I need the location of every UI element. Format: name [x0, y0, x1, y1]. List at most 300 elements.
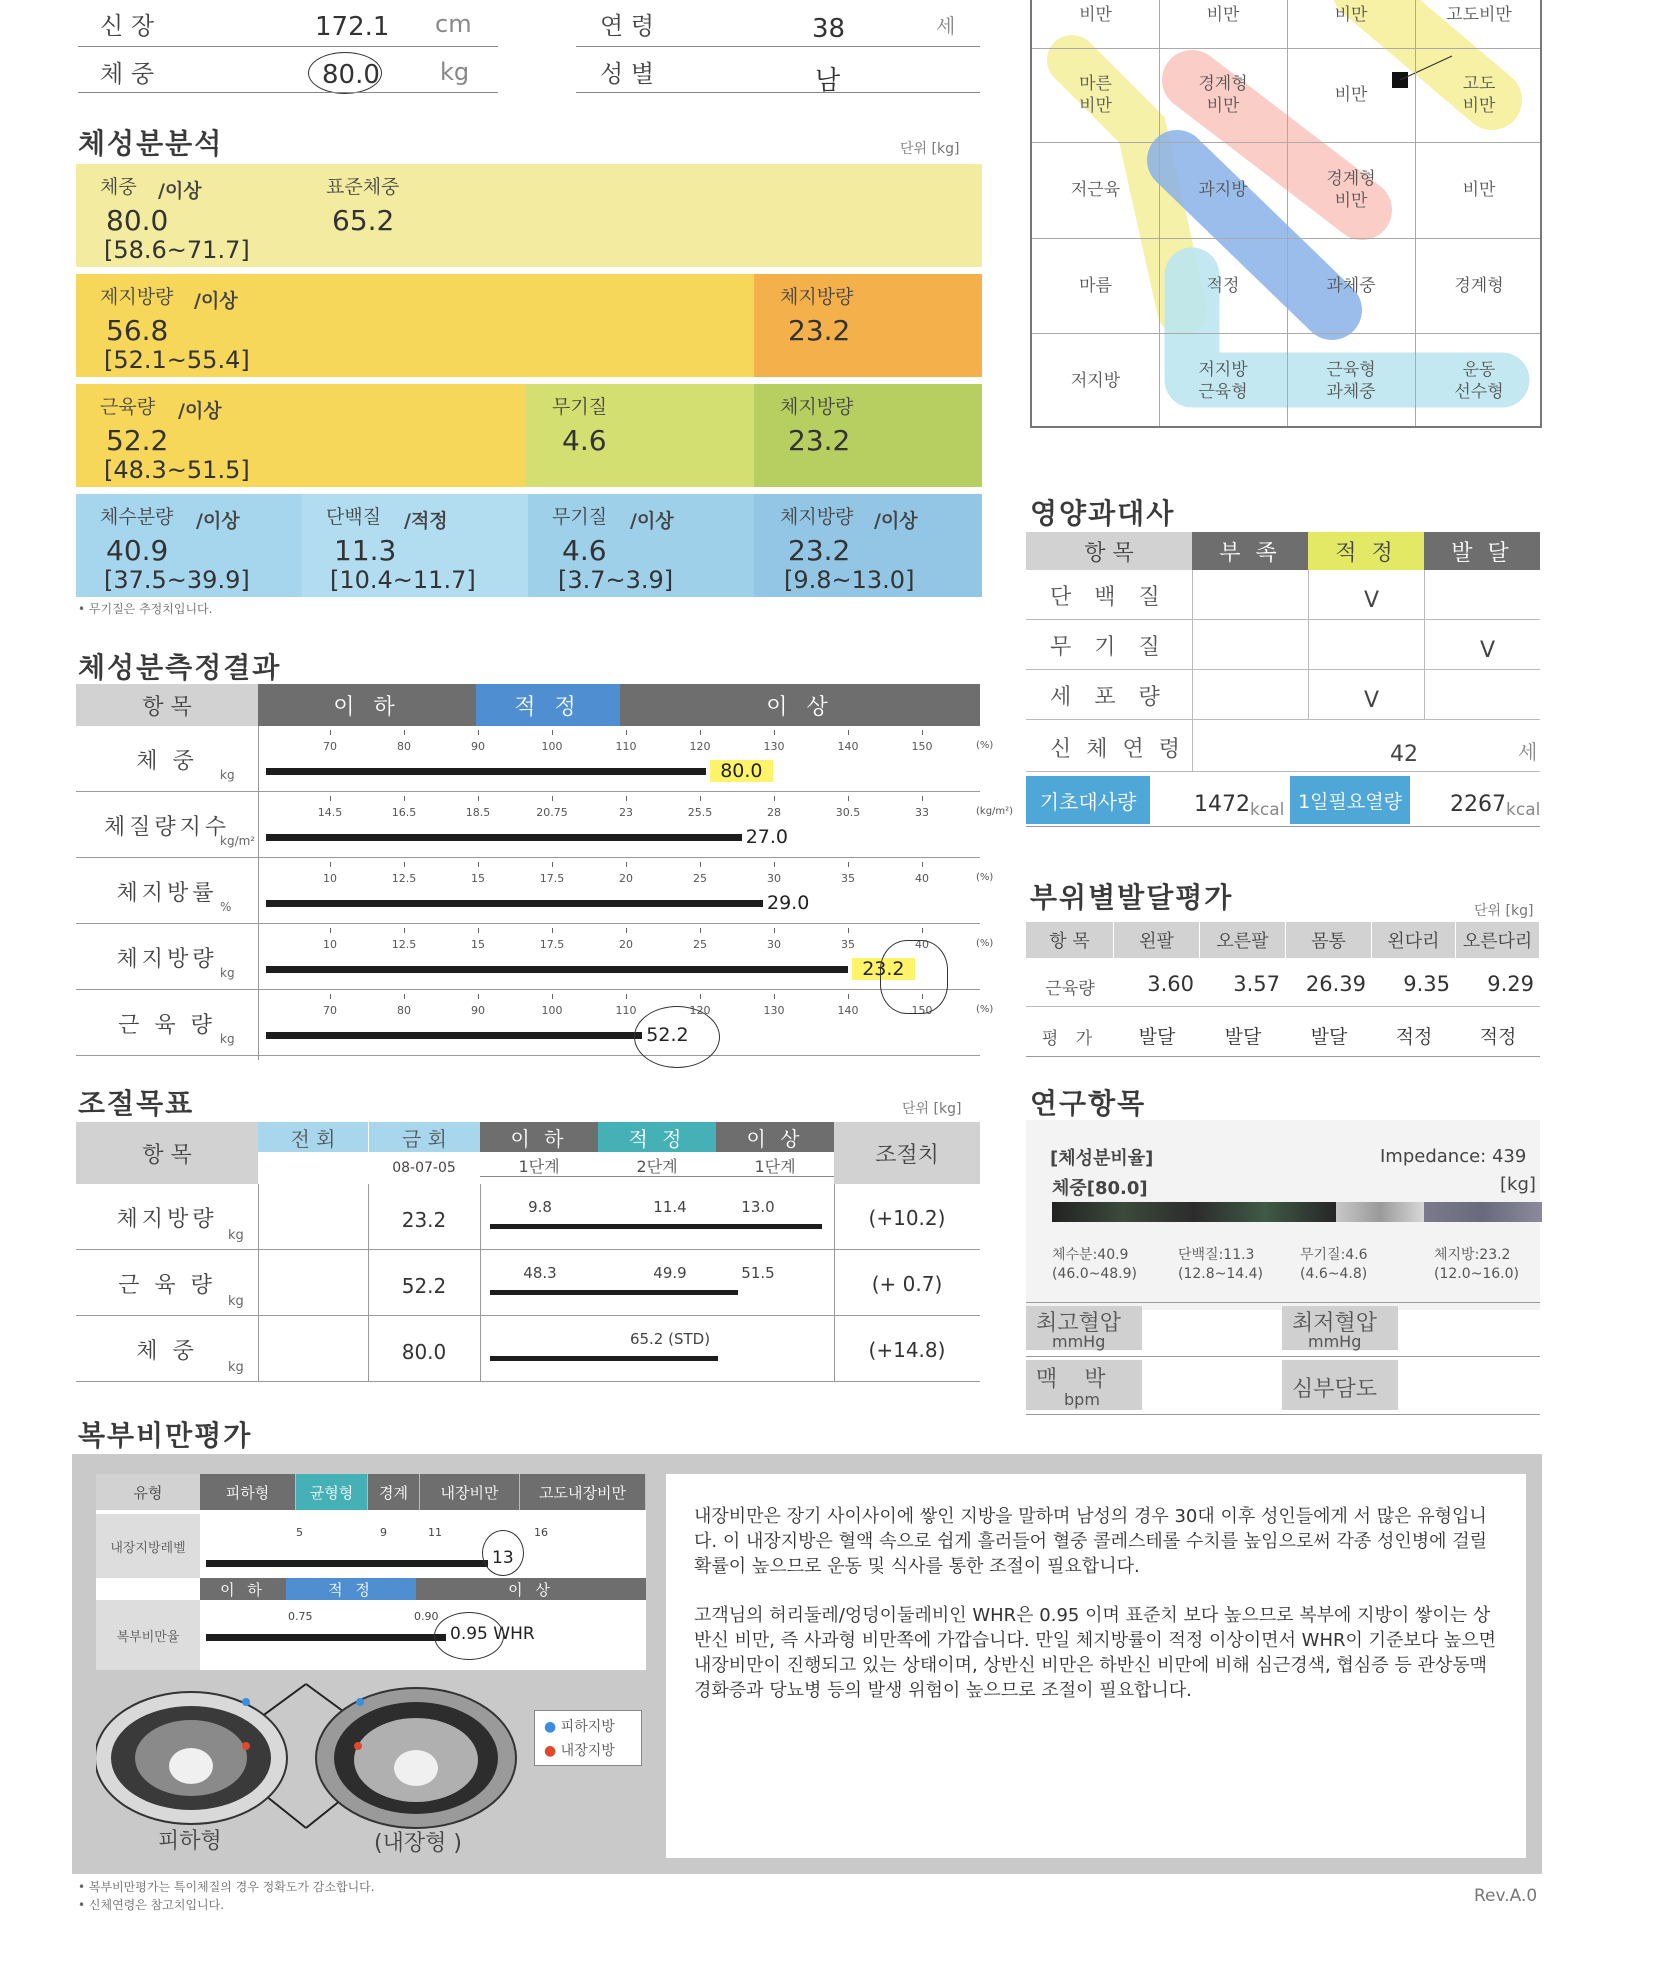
control-stage-3: 1단계	[754, 1157, 796, 1176]
abdomen-low: 이 하	[200, 1578, 286, 1600]
tick-label: 23	[619, 806, 633, 819]
measure-row-unit: kg/m²	[220, 834, 256, 848]
tick-label: 110	[615, 740, 637, 753]
control-adjust-value: (+14.8)	[868, 1338, 946, 1362]
segment-title: 부위별발달평가	[1030, 881, 1234, 914]
control-stage-1: 1단계	[518, 1157, 560, 1176]
tick-mark	[404, 796, 405, 801]
dbp-unit: mmHg	[1308, 1332, 1362, 1351]
control-row-label: 근 육 량	[118, 1273, 216, 1298]
measure-title: 체성분측정결과	[78, 651, 282, 684]
control-row-value: 23.2	[401, 1208, 447, 1232]
tick-label: 90	[471, 1004, 485, 1017]
measure-header-high: 이 상	[620, 684, 980, 726]
control-header-adjust: 조절치	[834, 1122, 980, 1184]
water-label: 체수분량	[100, 506, 174, 528]
mineral2-status: /이상	[630, 510, 674, 532]
control-target-2: 11.4	[653, 1198, 687, 1216]
divider	[1026, 1056, 1540, 1057]
segment-muscle-value: 3.60	[1147, 972, 1194, 996]
matrix-cell: 저지방 근육형	[1198, 359, 1248, 402]
measure-row-label: 근 육 량	[118, 1013, 216, 1038]
divider	[78, 46, 498, 47]
footer-note-1: • 복부비만평가는 특이체질의 경우 정확도가 감소합니다.	[78, 1880, 375, 1894]
tick-mark	[552, 730, 553, 735]
control-target-2: 49.9	[653, 1264, 687, 1282]
water-value: 40.9	[106, 534, 169, 567]
matrix-cell: 과지방	[1198, 180, 1248, 200]
research-item-range: (12.8~14.4)	[1178, 1266, 1263, 1282]
legend-subcutaneous-label: 피하지방	[560, 1719, 615, 1735]
measure-bar-value: 27.0	[745, 826, 788, 848]
abdomen-title: 복부비만평가	[78, 1419, 253, 1452]
lean-status: /이상	[194, 290, 238, 312]
nutrition-header-low: 부 족	[1192, 532, 1308, 570]
tick-mark	[330, 796, 331, 801]
abdomen-type: 경계	[368, 1474, 420, 1510]
legend-subcutaneous	[544, 1716, 615, 1736]
abdomen-high: 이 상	[416, 1578, 646, 1600]
muscle-status: /이상	[178, 400, 222, 422]
control-row-label: 체지방량	[116, 1207, 218, 1232]
tick-label: 25	[693, 938, 707, 951]
abdomen-normal: 적 정	[286, 1578, 416, 1600]
tick-mark	[552, 862, 553, 867]
segment-eval-label: 평 가	[1041, 1029, 1099, 1049]
matrix-cell: 운동 선수형	[1454, 359, 1504, 402]
matrix-cell: 마름	[1079, 275, 1112, 296]
control-unit: 단위 [kg]	[902, 1101, 962, 1117]
tick-mark	[404, 994, 405, 999]
tick-mark	[626, 994, 627, 999]
measure-row-unit: kg	[220, 966, 235, 980]
measure-bar	[266, 966, 848, 973]
visceral-tick: 5	[296, 1526, 303, 1539]
protein-value: 11.3	[334, 534, 397, 567]
measure-row-label: 체질량지수	[103, 815, 231, 840]
std-weight-label: 표준체중	[326, 176, 400, 198]
measure-bar-value: 23.2	[852, 958, 914, 980]
tick-label: 110	[615, 1004, 637, 1017]
handwritten-circle	[434, 1612, 504, 1660]
handwritten-circle	[482, 1530, 524, 1576]
segment-header: 왼팔	[1114, 922, 1200, 958]
revision-label: Rev.A.0	[1474, 1886, 1538, 1906]
control-row-value: 80.0	[401, 1340, 447, 1364]
control-header-low: 이 하	[480, 1122, 598, 1152]
measure-bar-value: 52.2	[646, 1024, 689, 1046]
segment-muscle-value: 9.29	[1487, 972, 1534, 996]
measure-header-low: 이 하	[258, 684, 476, 726]
nutrition-cell-label: 세 포 량	[1050, 685, 1168, 710]
abdomen-text-box	[666, 1474, 1526, 1858]
measure-row-unit: kg	[220, 1032, 235, 1046]
tick-label: 33	[915, 806, 929, 819]
heart-load-label: 심부담도	[1292, 1377, 1378, 1402]
tick-label: 120	[689, 740, 711, 753]
muscle-label: 근육량	[100, 396, 156, 418]
tick-mark	[774, 928, 775, 933]
ratio-bar	[1052, 1202, 1542, 1222]
tick-label: 80	[397, 740, 411, 753]
nutrition-age-value: 42	[1390, 742, 1418, 767]
whr-tick: 0.75	[288, 1610, 313, 1623]
tick-mark	[404, 928, 405, 933]
tick-label: 130	[763, 740, 785, 753]
divider	[76, 1381, 980, 1382]
fat3-value: 23.2	[788, 534, 851, 567]
sbp-unit: mmHg	[1052, 1332, 1106, 1351]
matrix-cell: 비만	[1462, 180, 1496, 200]
tick-mark	[404, 730, 405, 735]
control-header-item: 항 목	[76, 1122, 258, 1184]
weight-status: /이상	[158, 180, 202, 202]
legend-visceral	[544, 1740, 615, 1760]
tick-mark	[848, 796, 849, 801]
research-title: 연구항목	[1030, 1087, 1147, 1120]
control-bar	[490, 1290, 738, 1295]
subcutaneous-type-caption: 피하형	[158, 1829, 222, 1854]
measure-bar	[266, 900, 763, 907]
segment-muscle-value: 26.39	[1305, 972, 1366, 996]
tick-label: 17.5	[539, 872, 565, 885]
whr-tick: 0.90	[414, 1610, 439, 1623]
weight-range: [58.6~71.7]	[104, 236, 250, 264]
tick-mark	[774, 796, 775, 801]
nutrition-age-unit: 세	[1518, 740, 1538, 764]
muscle-range: [48.3~51.5]	[104, 456, 250, 484]
lean-range: [52.1~55.4]	[104, 346, 250, 374]
bmr-label: 기초대사량	[1026, 776, 1150, 824]
matrix-cell: 경계형 비만	[1198, 74, 1248, 116]
tick-mark	[922, 862, 923, 867]
segment-header: 오른다리	[1456, 922, 1540, 958]
tick-unit: (%)	[976, 872, 994, 883]
matrix-cell: 경계형	[1454, 275, 1504, 296]
tick-label: 12.5	[391, 872, 417, 885]
legend-visceral-label: 내장지방	[560, 1743, 615, 1759]
ratio-kg-label: [kg]	[1500, 1174, 1536, 1195]
nutrition-age-label: 신 체 연 령	[1050, 737, 1184, 762]
tick-mark	[478, 928, 479, 933]
composition-note: • 무기질은 추정치입니다.	[78, 602, 213, 616]
control-target-1: 48.3	[523, 1264, 557, 1282]
control-bar	[490, 1224, 822, 1229]
research-item-range: (4.6~4.8)	[1300, 1266, 1368, 1282]
tick-mark	[848, 862, 849, 867]
tick-label: 25	[693, 872, 707, 885]
composition-unit: 단위 [kg]	[900, 141, 960, 157]
lean-value: 56.8	[106, 314, 169, 347]
matrix-cell: 적정	[1206, 275, 1240, 296]
age-unit: 세	[936, 14, 956, 38]
measure-bar	[266, 1032, 642, 1039]
matrix-cell: 경계형 비만	[1326, 169, 1376, 211]
abdomen-type: 내장비만	[420, 1474, 520, 1510]
tick-label: 20	[619, 872, 633, 885]
blue-dot-icon: ●	[544, 1719, 557, 1735]
control-title: 조절목표	[78, 1087, 195, 1120]
protein-label: 단백질	[326, 506, 382, 528]
tick-mark	[922, 928, 923, 933]
impedance-value: Impedance: 439	[1380, 1146, 1527, 1167]
tick-mark	[700, 730, 701, 735]
tick-mark	[478, 994, 479, 999]
tick-label: 30	[767, 872, 781, 885]
divider	[76, 791, 980, 792]
tick-label: 120	[689, 1004, 711, 1017]
control-target-3: 13.0	[741, 1198, 775, 1216]
nutrition-protein-label: 단 백 질	[1050, 585, 1168, 610]
measure-header-item: 항 목	[76, 684, 258, 726]
handwritten-circle	[880, 940, 948, 1014]
divider	[76, 1249, 980, 1250]
tick-mark	[478, 862, 479, 867]
mineral2-range: [3.7~3.9]	[558, 566, 674, 594]
segment-muscle-value: 9.35	[1403, 972, 1450, 996]
measure-header-normal: 적 정	[476, 684, 620, 726]
tick-mark	[626, 730, 627, 735]
tick-label: 140	[837, 740, 859, 753]
tick-label: 25.5	[687, 806, 713, 819]
weight-value: 80.0	[106, 204, 169, 237]
divider	[76, 989, 980, 990]
control-adjust-value: (+ 0.7)	[871, 1272, 943, 1296]
nutrition-protein-check: V	[1364, 588, 1380, 613]
matrix-cell: 과체중	[1326, 275, 1376, 296]
measure-row-label: 체지방량	[116, 947, 218, 972]
research-item-range: (12.0~16.0)	[1434, 1266, 1519, 1282]
matrix-cell: 비만	[1334, 85, 1368, 105]
fat3-status: /이상	[874, 510, 918, 532]
tick-mark	[700, 928, 701, 933]
fat2-label: 체지방량	[780, 396, 854, 418]
segment-muscle-label: 근육량	[1045, 979, 1095, 999]
tick-unit: (kg/m²)	[976, 806, 1014, 817]
bmr-value: 1472	[1194, 792, 1250, 817]
visceral-tick: 9	[380, 1526, 387, 1539]
composition-title: 체성분분석	[78, 127, 224, 160]
tick-label: 70	[323, 1004, 337, 1017]
segment-header: 오른팔	[1200, 922, 1286, 958]
tick-label: 100	[541, 1004, 563, 1017]
tick-mark	[330, 928, 331, 933]
segment-eval-value: 적정	[1395, 1026, 1433, 1048]
age-value: 38	[812, 14, 846, 44]
research-item-value: 체지방:23.2	[1434, 1247, 1511, 1263]
control-header-prev: 전 회	[258, 1122, 368, 1152]
visceral-type-caption: (내장형 )	[374, 1831, 462, 1856]
tick-mark	[700, 994, 701, 999]
visceral-value: 13	[492, 1548, 514, 1568]
tick-mark	[478, 796, 479, 801]
sex-value: 남	[815, 66, 841, 96]
daily-energy-value: 2267	[1450, 792, 1506, 817]
tick-mark	[330, 730, 331, 735]
lean-label: 제지방량	[100, 286, 174, 308]
tick-label: 130	[763, 1004, 785, 1017]
tick-mark	[700, 796, 701, 801]
muscle-value: 52.2	[106, 424, 169, 457]
abdomen-type-label: 유형	[96, 1474, 200, 1510]
research-item-value: 체수분:40.9	[1052, 1247, 1129, 1263]
fat1-label: 체지방량	[780, 286, 854, 308]
tick-label: 100	[541, 740, 563, 753]
measure-row-unit: kg	[220, 768, 235, 782]
tick-mark	[774, 730, 775, 735]
age-label: 연 령	[600, 12, 654, 40]
tick-mark	[404, 862, 405, 867]
abdomen-paragraph-1: 내장비만은 장기 사이사이에 쌓인 지방을 말하며 남성의 경우 30대 이후 성인들에게 서 많은 유형입니다. 이 내장지방은 혈액 속으로 쉽게 흘러들어 혈중 콜레스테롤 수치를 높임으로써 각종 성인병에 걸릴 확률이 높으므로 운동 및 식사를 통한 조절이 필요합니다.	[694, 1506, 1488, 1577]
tick-mark	[478, 730, 479, 735]
matrix-cell: 비만	[1334, 5, 1368, 25]
pulse-label: 맥 박	[1036, 1367, 1116, 1392]
tick-mark	[848, 730, 849, 735]
segment-eval-value: 발달	[1138, 1026, 1176, 1048]
segment-eval-value: 발달	[1310, 1026, 1348, 1048]
divider	[1026, 1006, 1540, 1007]
control-target-3: 51.5	[741, 1264, 775, 1282]
matrix-cell: 저근육	[1070, 180, 1121, 200]
tick-mark	[700, 862, 701, 867]
tick-unit: (%)	[976, 1004, 994, 1015]
measure-bar	[266, 768, 706, 775]
abdomen-paragraph-2: 고객님의 허리둘레/엉덩이둘레비인 WHR은 0.95 이며 표준치 보다 높으므로 복부에 지방이 쌓이는 상반신 비만, 즉 사과형 비만쪽에 가깝습니다. 만일 체지방률이 적정 이상이면서 WHR이 기준보다 높으면 내장비만이 진행되고 있는 상태이며, 상반신 비만은 하반신 비만에 비해 심근경색, 협심증 등 관상동맥 경화증과 당뇨병 등의 발생 위험이 높으므로 조절이 필요합니다.	[694, 1605, 1497, 1701]
nutrition-header-high: 발 달	[1424, 532, 1540, 570]
tick-mark	[922, 730, 923, 735]
tick-mark	[774, 994, 775, 999]
tick-mark	[922, 796, 923, 801]
weight-label: 체 중	[100, 60, 154, 88]
tick-label: 40	[915, 938, 929, 951]
fat3-range: [9.8~13.0]	[784, 566, 915, 594]
tick-label: 80	[397, 1004, 411, 1017]
whr-value: 0.95 WHR	[450, 1624, 535, 1644]
tick-label: 10	[323, 938, 337, 951]
water-status: /이상	[196, 510, 240, 532]
tick-label: 90	[471, 740, 485, 753]
matrix-cell: 저지방	[1070, 370, 1121, 391]
tick-label: 140	[837, 1004, 859, 1017]
divider	[76, 1055, 980, 1056]
measure-row-label: 체 중	[136, 749, 198, 774]
whr-label: 복부비만율	[96, 1600, 200, 1670]
tick-label: 17.5	[539, 938, 565, 951]
nutrition-title: 영양과대사	[1030, 497, 1176, 530]
body-type-matrix	[1030, 0, 1542, 428]
tick-label: 12.5	[391, 938, 417, 951]
tick-label: 30	[767, 938, 781, 951]
weight-value: 80.0	[322, 60, 380, 90]
tick-unit: (%)	[976, 740, 994, 751]
visceral-tick: 16	[534, 1526, 548, 1539]
dbp-label: 최저혈압	[1292, 1311, 1378, 1336]
pulse-unit: bpm	[1064, 1390, 1100, 1409]
divider	[576, 46, 980, 47]
tick-label: 150	[911, 1004, 933, 1017]
tick-label: 40	[915, 872, 929, 885]
measure-bar	[266, 834, 742, 841]
tick-mark	[552, 796, 553, 801]
tick-mark	[552, 928, 553, 933]
segment-muscle-value: 3.57	[1233, 972, 1280, 996]
control-row-unit: kg	[228, 1228, 244, 1243]
protein-range: [10.4~11.7]	[330, 566, 476, 594]
height-value: 172.1	[315, 12, 390, 42]
water-range: [37.5~39.9]	[104, 566, 250, 594]
divider	[78, 92, 498, 93]
matrix-cell: 마른 비만	[1079, 74, 1112, 116]
control-header-normal: 적 정	[598, 1122, 716, 1152]
abdomen-type: 피하형	[200, 1474, 296, 1510]
visceral-bar	[206, 1560, 488, 1567]
tick-label: 28	[767, 806, 781, 819]
std-weight-value: 65.2	[332, 204, 395, 237]
control-row-unit: kg	[228, 1294, 244, 1309]
tick-label: 10	[323, 872, 337, 885]
tick-mark	[626, 928, 627, 933]
fat1-value: 23.2	[788, 314, 851, 347]
daily-energy-unit: kcal	[1506, 800, 1541, 820]
research-item-value: 단백질:11.3	[1178, 1247, 1255, 1263]
bmr-unit: kcal	[1250, 800, 1285, 820]
footer-note-2: • 신체연령은 참고치입니다.	[78, 1898, 225, 1912]
height-unit: cm	[435, 10, 472, 38]
segment-eval-value: 발달	[1224, 1026, 1262, 1048]
segment-eval-value: 적정	[1479, 1026, 1517, 1048]
measure-bar-value: 80.0	[710, 760, 772, 782]
divider	[576, 92, 980, 93]
tick-label: 14.5	[317, 806, 343, 819]
control-header-curr: 금 회	[368, 1122, 480, 1152]
abdomen-type: 균형형	[296, 1474, 368, 1510]
fat3-label: 체지방량	[780, 506, 854, 528]
tick-mark	[848, 928, 849, 933]
control-row-unit: kg	[228, 1360, 244, 1375]
height-label: 신 장	[100, 12, 154, 40]
tick-mark	[774, 862, 775, 867]
tick-mark	[330, 994, 331, 999]
tick-label: 30.5	[835, 806, 861, 819]
fat2-value: 23.2	[788, 424, 851, 457]
matrix-cell: 비만	[1206, 5, 1240, 25]
mineral2-label: 무기질	[552, 506, 608, 528]
divider	[258, 726, 259, 1060]
tick-label: 20.75	[536, 806, 568, 819]
tick-label: 18.5	[465, 806, 491, 819]
matrix-cell: 근육형 과체중	[1326, 359, 1376, 402]
handwritten-circle	[308, 52, 382, 94]
control-bar	[490, 1356, 718, 1361]
measure-row-label: 체지방률	[116, 881, 218, 906]
control-header-high: 이 상	[716, 1122, 834, 1152]
tick-label: 20	[619, 938, 633, 951]
ratio-weight-label: 체중[80.0]	[1052, 1178, 1148, 1199]
matrix-cell: 고도비만	[1446, 5, 1512, 25]
measure-row-unit: %	[220, 900, 232, 914]
matrix-cell: 비만	[1079, 5, 1112, 25]
control-adjust-value: (+10.2)	[868, 1206, 946, 1230]
mineral1-label: 무기질	[552, 396, 608, 418]
nutrition-header-item: 항 목	[1026, 532, 1192, 570]
measure-bar-value: 29.0	[767, 892, 810, 914]
tick-mark	[626, 796, 627, 801]
segment-unit: 단위 [kg]	[1474, 903, 1534, 919]
mineral2-value: 4.6	[562, 534, 607, 567]
mineral1-value: 4.6	[562, 424, 607, 457]
tick-label: 15	[471, 938, 485, 951]
daily-energy-label: 1일필요열량	[1290, 776, 1410, 824]
